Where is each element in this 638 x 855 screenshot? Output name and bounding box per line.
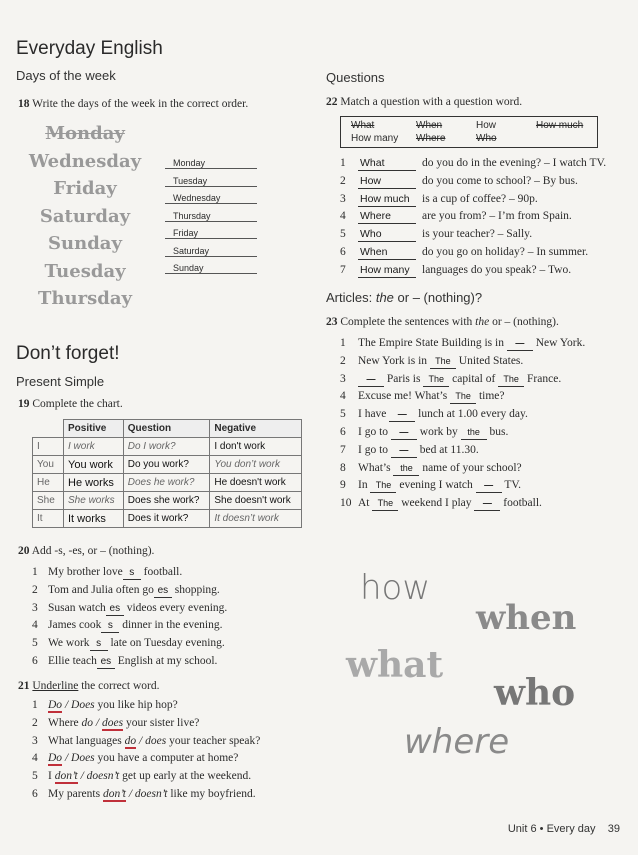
chart-cell-question: Does it work? bbox=[123, 510, 210, 528]
chart-cell-positive: You work bbox=[64, 456, 124, 474]
item-text: lunch at 1.00 every day. bbox=[415, 408, 528, 421]
option-a: don’t bbox=[54, 770, 78, 783]
item-number: 3 bbox=[340, 192, 346, 205]
chart-cell-pronoun: She bbox=[33, 492, 64, 510]
item-number: 5 bbox=[32, 770, 38, 783]
day-word: Tuesday bbox=[44, 260, 126, 282]
item-text: I have bbox=[358, 408, 390, 421]
day-answer: Wednesday bbox=[165, 193, 257, 204]
chart-cell-negative: You don’t work bbox=[210, 456, 302, 474]
item-text: We work bbox=[48, 637, 90, 650]
deco-word-how: how bbox=[360, 568, 431, 608]
item-text: name of your school? bbox=[419, 461, 522, 474]
deco-word-when: when bbox=[476, 598, 577, 638]
item-text: is a cup of coffee? – 90p. bbox=[422, 192, 538, 205]
item-number: 5 bbox=[340, 228, 346, 241]
header-positive: Positive bbox=[64, 420, 124, 438]
chart-cell-positive: I work bbox=[64, 438, 124, 456]
list-item bbox=[32, 583, 220, 597]
list-item bbox=[32, 734, 260, 748]
item-answer: The bbox=[498, 373, 524, 387]
item-text: English at my school. bbox=[114, 655, 218, 667]
list-item bbox=[340, 407, 528, 421]
item-text: languages do you speak? – Two. bbox=[422, 263, 572, 276]
day-answer: Saturday bbox=[165, 246, 257, 257]
list-item bbox=[340, 156, 606, 170]
option-a: Do bbox=[48, 752, 63, 765]
item-text: France. bbox=[524, 372, 562, 385]
item-number: 8 bbox=[340, 461, 346, 474]
option-a: don’t bbox=[102, 788, 126, 800]
list-item bbox=[32, 601, 227, 615]
item-answer: The bbox=[423, 373, 449, 387]
item-number: 2 bbox=[340, 354, 346, 367]
item-answer: es bbox=[106, 602, 124, 616]
item-answer: Who bbox=[358, 228, 416, 242]
item-answer: How many bbox=[358, 264, 416, 278]
item-number: 1 bbox=[340, 157, 346, 169]
item-text: I bbox=[48, 770, 55, 783]
item-text: TV. bbox=[501, 479, 522, 492]
day-answer: Monday bbox=[165, 158, 257, 169]
item-text: time? bbox=[476, 390, 505, 403]
item-text: Susan watch bbox=[48, 601, 106, 614]
item-answer: — bbox=[391, 444, 417, 458]
item-number: 4 bbox=[32, 619, 38, 632]
word-who: Who bbox=[476, 133, 497, 144]
question-word-box bbox=[340, 116, 598, 148]
list-item bbox=[32, 565, 182, 579]
item-text: I go to bbox=[358, 443, 391, 456]
list-item bbox=[32, 787, 256, 801]
item-text: are you from? – I’m from Spain. bbox=[422, 210, 572, 223]
chart-cell-negative: He doesn't work bbox=[210, 474, 302, 492]
item-answer: The bbox=[430, 355, 456, 369]
chart-cell-pronoun: You bbox=[33, 456, 64, 474]
chart-cell-question: Does he work? bbox=[123, 474, 210, 492]
list-item bbox=[32, 636, 225, 650]
word-how: How bbox=[476, 120, 497, 131]
item-answer: — bbox=[391, 426, 417, 440]
chart-row bbox=[33, 456, 302, 474]
item-text: James cook bbox=[48, 619, 102, 632]
option-b: does bbox=[101, 716, 124, 729]
item-answer: When bbox=[358, 246, 416, 260]
item-text: United States. bbox=[455, 354, 524, 367]
item-text: I go to bbox=[358, 426, 391, 438]
exercise-20-instruction: 20 Add -s, -es, or – (nothing). bbox=[18, 545, 155, 557]
option-b: doesn’t bbox=[134, 788, 168, 800]
deco-word-where: where bbox=[404, 722, 510, 762]
list-item bbox=[340, 263, 571, 277]
item-text: dinner in the evening. bbox=[119, 619, 223, 632]
item-text: At bbox=[358, 497, 373, 510]
days-heading: Days of the week bbox=[16, 68, 116, 83]
option-a: do bbox=[81, 716, 94, 729]
item-answer: The bbox=[450, 390, 476, 404]
list-item bbox=[340, 478, 521, 492]
chart-row bbox=[33, 438, 302, 456]
item-text: work by bbox=[416, 426, 461, 438]
item-answer: — bbox=[358, 373, 384, 387]
chart-cell-pronoun: I bbox=[33, 438, 64, 456]
item-answer: s bbox=[90, 637, 108, 651]
chart-row bbox=[33, 474, 302, 492]
item-text: do you go on holiday? – In summer. bbox=[422, 246, 589, 258]
item-text: What’s bbox=[358, 461, 394, 474]
item-number: 6 bbox=[32, 655, 38, 667]
list-item bbox=[32, 654, 217, 668]
item-text: videos every evening. bbox=[123, 601, 228, 614]
exercise-21-instruction: 21 Underline the correct word. bbox=[18, 680, 160, 692]
chart-cell-question: Do you work? bbox=[123, 456, 210, 474]
item-text: weekend I play bbox=[398, 497, 475, 510]
item-text: New York. bbox=[532, 337, 586, 349]
item-text: is your teacher? – Sally. bbox=[422, 228, 533, 241]
articles-heading: Articles: the or – (nothing)? bbox=[326, 290, 483, 305]
list-item bbox=[340, 192, 538, 206]
list-item bbox=[340, 389, 505, 403]
item-answer: What bbox=[358, 157, 416, 171]
day-word: Sunday bbox=[48, 233, 122, 254]
day-answer: Sunday bbox=[165, 263, 257, 274]
header-negative: Negative bbox=[210, 420, 302, 438]
item-number: 2 bbox=[32, 583, 38, 596]
option-b: Does bbox=[71, 752, 95, 765]
option-b: Does bbox=[71, 699, 95, 711]
page-number: 39 bbox=[607, 823, 620, 835]
item-number: 9 bbox=[340, 479, 346, 492]
item-text: Excuse me! What’s bbox=[358, 390, 451, 403]
item-answer: — bbox=[476, 479, 502, 493]
chart-cell-pronoun: It bbox=[33, 510, 64, 528]
item-answer: The bbox=[370, 479, 396, 493]
chart-cell-negative: She doesn't work bbox=[210, 492, 302, 510]
item-number: 2 bbox=[340, 174, 346, 187]
item-number: 4 bbox=[340, 210, 346, 223]
option-separator: / bbox=[136, 734, 146, 747]
day-answer: Friday bbox=[165, 228, 257, 239]
list-item bbox=[340, 336, 585, 350]
present-simple-chart bbox=[32, 419, 302, 528]
item-answer: es bbox=[154, 584, 172, 598]
item-number: 6 bbox=[32, 788, 38, 800]
option-separator: / bbox=[62, 752, 72, 765]
chart-row bbox=[33, 510, 302, 528]
chart-cell-negative: I don't work bbox=[210, 438, 302, 456]
item-number: 1 bbox=[340, 337, 346, 349]
list-item bbox=[340, 461, 522, 475]
item-text: do you do in the evening? – I watch TV. bbox=[422, 157, 607, 169]
item-number: 3 bbox=[32, 601, 38, 614]
item-number: 6 bbox=[340, 426, 346, 438]
chart-row bbox=[33, 492, 302, 510]
exercise-19-instruction: 19 Complete the chart. bbox=[18, 398, 123, 410]
word-how-many: How many bbox=[351, 133, 399, 144]
day-answer: Tuesday bbox=[165, 176, 257, 187]
exercise-18-instruction: 18 Write the days of the week in the correct order. bbox=[18, 98, 249, 110]
item-answer: es bbox=[97, 655, 115, 669]
item-number: 1 bbox=[32, 566, 38, 578]
item-text: In bbox=[358, 479, 371, 492]
deco-word-who: who bbox=[494, 672, 576, 714]
item-text: your sister live? bbox=[123, 716, 200, 729]
chart-cell-positive: It works bbox=[64, 510, 124, 528]
list-item bbox=[340, 245, 588, 259]
item-text: like my boyfriend. bbox=[167, 788, 256, 800]
option-separator: / bbox=[125, 788, 135, 800]
list-item bbox=[32, 618, 223, 632]
option-b: doesn’t bbox=[86, 770, 120, 783]
chart-cell-question: Do I work? bbox=[123, 438, 210, 456]
item-text: capital of bbox=[449, 372, 499, 385]
item-text: bus. bbox=[486, 426, 509, 438]
chart-cell-positive: She works bbox=[64, 492, 124, 510]
item-text: My parents bbox=[48, 788, 103, 800]
item-number: 2 bbox=[32, 716, 38, 729]
item-number: 7 bbox=[340, 263, 346, 276]
day-word: Thursday bbox=[38, 288, 132, 309]
item-text: football. bbox=[500, 497, 542, 510]
page-footer: Unit 6 • Every day 39 bbox=[507, 823, 620, 835]
list-item bbox=[340, 443, 479, 457]
word-when: When bbox=[416, 120, 443, 131]
item-answer: the bbox=[461, 426, 487, 440]
exercise-22-instruction: 22 Match a question with a question word. bbox=[326, 96, 523, 108]
day-word: Wednesday bbox=[28, 150, 142, 172]
item-number: 7 bbox=[340, 443, 346, 456]
list-item bbox=[32, 716, 199, 730]
item-number: 6 bbox=[340, 246, 346, 258]
chart-cell-pronoun: He bbox=[33, 474, 64, 492]
item-text: do you come to school? – By bus. bbox=[422, 174, 578, 187]
item-number: 3 bbox=[32, 734, 38, 747]
option-separator: / bbox=[62, 699, 72, 711]
item-answer: The bbox=[372, 497, 398, 511]
item-answer: s bbox=[101, 619, 119, 633]
item-answer: — bbox=[474, 497, 500, 511]
chart-cell-negative: It doesn’t work bbox=[210, 510, 302, 528]
item-text: Ellie teach bbox=[48, 655, 97, 667]
day-word: Friday bbox=[53, 178, 117, 199]
item-answer: — bbox=[507, 337, 533, 351]
item-text: evening I watch bbox=[396, 479, 476, 492]
item-text: football. bbox=[140, 566, 183, 578]
list-item bbox=[340, 425, 508, 439]
item-answer: the bbox=[393, 462, 419, 476]
item-text: My brother love bbox=[48, 566, 123, 578]
day-word: Monday bbox=[45, 123, 125, 144]
questions-heading: Questions bbox=[326, 70, 385, 85]
day-word: Saturday bbox=[39, 205, 131, 227]
list-item bbox=[340, 174, 578, 188]
item-number: 1 bbox=[32, 699, 38, 711]
chart-cell-question: Does she work? bbox=[123, 492, 210, 510]
list-item bbox=[340, 496, 542, 510]
dont-forget-heading: Don’t forget! bbox=[16, 343, 120, 364]
item-answer: How bbox=[358, 175, 416, 189]
option-separator: / bbox=[93, 716, 102, 729]
list-item bbox=[340, 372, 561, 386]
item-number: 5 bbox=[32, 637, 38, 650]
item-answer: How much bbox=[358, 193, 416, 207]
deco-word-what: what bbox=[346, 644, 444, 686]
option-b: does bbox=[145, 734, 167, 747]
day-answer: Thursday bbox=[165, 211, 257, 222]
item-text: bed at 11.30. bbox=[416, 443, 479, 456]
chart-cell-positive: He works bbox=[64, 474, 124, 492]
exercise-23-instruction: 23 Complete the sentences with the or – (nothing). bbox=[326, 316, 559, 328]
item-text: late on Tuesday evening. bbox=[107, 637, 225, 650]
word-where: Where bbox=[416, 133, 446, 144]
option-a: Do bbox=[48, 699, 63, 711]
item-text: What languages bbox=[48, 734, 125, 747]
list-item bbox=[32, 751, 238, 765]
present-simple-heading: Present Simple bbox=[16, 374, 105, 389]
list-item bbox=[340, 227, 532, 241]
item-answer: Where bbox=[358, 210, 416, 224]
item-answer: — bbox=[389, 408, 415, 422]
list-item bbox=[32, 769, 251, 783]
option-separator: / bbox=[77, 770, 87, 783]
item-number: 4 bbox=[340, 390, 346, 403]
header-question: Question bbox=[123, 420, 210, 438]
section-title: Everyday English bbox=[16, 38, 163, 59]
item-number: 3 bbox=[340, 372, 346, 385]
list-item bbox=[32, 698, 178, 712]
item-answer: s bbox=[123, 566, 141, 580]
item-text: you have a computer at home? bbox=[94, 752, 239, 765]
item-text: you like hip hop? bbox=[94, 699, 178, 711]
item-text: get up early at the weekend. bbox=[119, 770, 252, 783]
option-a: do bbox=[124, 734, 137, 747]
item-text: New York is in bbox=[358, 354, 430, 367]
item-number: 4 bbox=[32, 752, 38, 765]
item-number: 10 bbox=[340, 497, 352, 510]
word-how-much: How much bbox=[536, 120, 584, 131]
list-item bbox=[340, 354, 523, 368]
item-text: Paris is bbox=[384, 372, 424, 385]
item-text: Tom and Julia often go bbox=[48, 583, 154, 596]
list-item bbox=[340, 209, 572, 223]
item-number: 5 bbox=[340, 408, 346, 421]
item-text: Where bbox=[48, 716, 82, 729]
word-what: What bbox=[351, 120, 375, 131]
item-text: your teacher speak? bbox=[166, 734, 261, 747]
item-text: shopping. bbox=[171, 583, 220, 596]
item-text: The Empire State Building is in bbox=[358, 337, 507, 349]
